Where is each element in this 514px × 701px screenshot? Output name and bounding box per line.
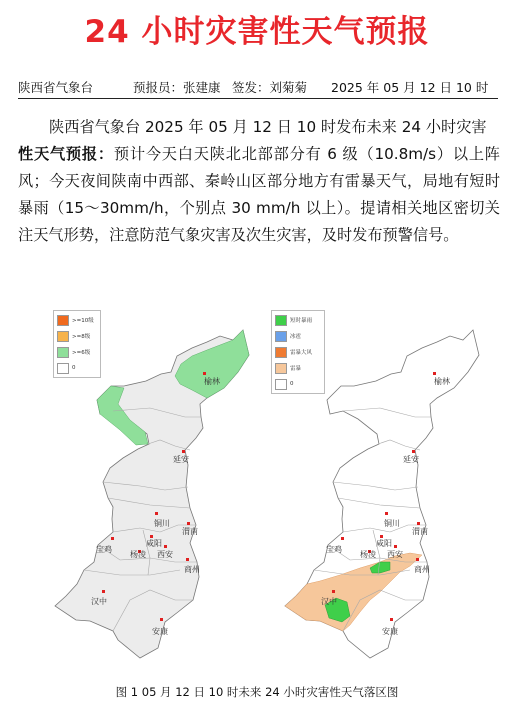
- city-yulin: 榆林: [434, 377, 450, 386]
- legend-label: 0: [72, 365, 76, 371]
- city-yangling: 杨凌: [360, 550, 376, 559]
- legend-swatch: [275, 347, 287, 358]
- forecast-body: [18, 114, 500, 249]
- legend-swatch: [57, 347, 69, 358]
- issuing-org: 陕西省气象台: [18, 80, 94, 95]
- wind-legend: [53, 310, 101, 378]
- thunderstorm-legend: [271, 310, 325, 394]
- city-ankang: 安康: [382, 627, 398, 636]
- city-baoji: 宝鸡: [326, 545, 342, 554]
- legend-swatch: [275, 315, 287, 326]
- city-tongchuan: 铜川: [384, 519, 400, 528]
- legend-label: >=6级: [72, 350, 91, 356]
- legend-label: 短时暴雨: [290, 318, 313, 324]
- legend-swatch: [275, 363, 287, 374]
- legend-label: 冰雹: [290, 334, 302, 340]
- city-xian: 西安: [387, 550, 403, 559]
- wind-map: [0, 300, 257, 680]
- city-yanan: 延安: [403, 455, 419, 464]
- city-xianyang: 咸阳: [376, 539, 392, 548]
- city-hanzhong: 汉中: [321, 597, 337, 606]
- legend-item: [54, 312, 100, 328]
- document-title: 24 小时灾害性天气预报: [84, 14, 430, 50]
- legend-item: [272, 376, 324, 392]
- info-bar: [18, 72, 498, 99]
- legend-swatch: [57, 331, 69, 342]
- legend-item: [54, 344, 100, 360]
- legend-item: [54, 360, 100, 376]
- forecast-label: 性天气预报：: [18, 145, 114, 163]
- legend-item: [272, 312, 324, 328]
- forecast-text: 预计今天白天陕北北部部分有 6 级（10.8m/s）以上阵风；今天夜间陕南中西部、秦岭山区部分地方有雷暴天气，局地有短时暴雨（15～30mm/h，个别点 30 mm/h 以上）。提请相关地区密切关注天气形势，注意防范气象灾害及次生灾害，及时发布预警信号。: [18, 145, 500, 244]
- city-xian: 西安: [157, 550, 173, 559]
- legend-item: [272, 344, 324, 360]
- legend-swatch: [57, 315, 69, 326]
- city-weinan: 渭南: [412, 527, 428, 536]
- city-yulin: 榆林: [204, 377, 220, 386]
- city-ankang: 安康: [152, 627, 168, 636]
- legend-label: >=8级: [72, 334, 91, 340]
- legend-swatch: [275, 331, 287, 342]
- city-yanan: 延安: [173, 455, 189, 464]
- city-tongchuan: 铜川: [154, 519, 170, 528]
- forecast-lead: 陕西省气象台 2025 年 05 月 12 日 10 时发布未来 24 小时灾害: [49, 118, 487, 136]
- city-shangzhou: 商州: [414, 565, 430, 574]
- forecast-paragraph: [18, 114, 500, 249]
- city-weinan: 渭南: [182, 527, 198, 536]
- legend-item: [272, 360, 324, 376]
- city-baoji: 宝鸡: [96, 545, 112, 554]
- legend-item: [54, 328, 100, 344]
- city-yangling: 杨凌: [130, 550, 146, 559]
- legend-label: 0: [290, 381, 294, 387]
- legend-swatch: [57, 363, 69, 374]
- city-shangzhou: 商州: [184, 565, 200, 574]
- forecaster: 预报员：张建康: [133, 80, 221, 95]
- legend-label: 雷暴大风: [290, 350, 313, 356]
- issue-datetime: 2025 年 05 月 12 日 10 时: [331, 80, 489, 95]
- signer: 签发：刘菊菊: [232, 80, 308, 95]
- thunderstorm-map: [230, 300, 487, 680]
- legend-item: [272, 328, 324, 344]
- figure-caption: 图 1 05 月 12 日 10 时未来 24 小时灾害性天气落区图: [115, 685, 399, 699]
- city-xianyang: 咸阳: [146, 539, 162, 548]
- legend-label: 雷暴: [290, 366, 302, 372]
- legend-swatch: [275, 379, 287, 390]
- legend-label: >=10级: [72, 318, 94, 324]
- city-hanzhong: 汉中: [91, 597, 107, 606]
